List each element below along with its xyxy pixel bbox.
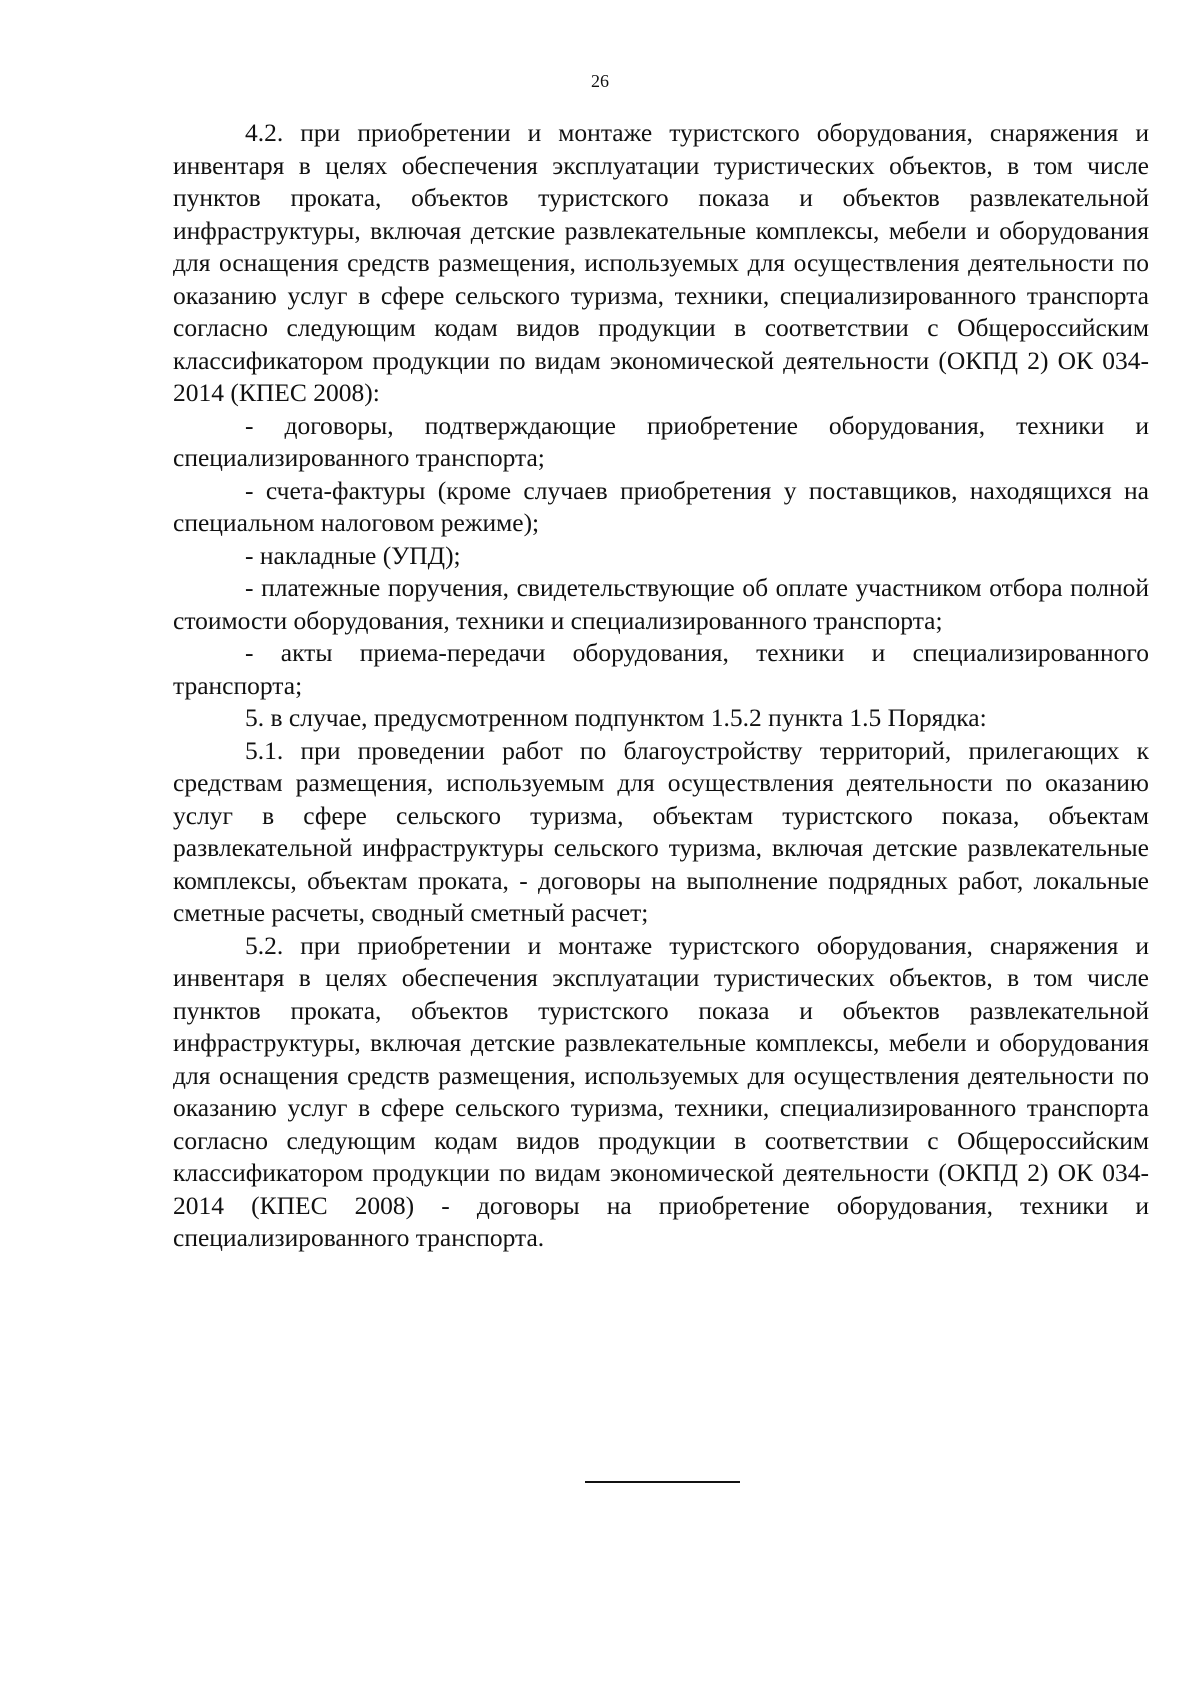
paragraph-5: 5. в случае, предусмотренном подпунктом 1.5.2 пункта 1.5 Порядка: (245, 703, 987, 732)
list-item-payment-orders: - платежные поручения, свидетельствующие об оплате участником отбора полной стоимости оборудования, техники и специализированного транспорта; (173, 573, 1149, 635)
list-item-contracts: - договоры, подтверждающие приобретение оборудования, техники и специализированного транспорта; (173, 410, 1149, 472)
list-item-transfer-acts: - акты приема-передачи оборудования, техники и специализированного транспорта; (173, 638, 1149, 700)
paragraph-5-2: 5.2. при приобретении и монтаже туристского оборудования, снаряжения и инвентаря в целях обеспечения эксплуатации туристических объектов, в том числе пунктов проката, объектов туристского показа и объектов развлекательной инфраструктуры, включая детские развлекательные комплексы, мебели и оборудования для оснащения средств размещения, используемых для осуществления деятельности по оказанию услуг в сфере сельского туризма, техники, специализированного транспорта согласно следующим кодам видов продукции в соответствии с Общероссийским классификатором продукции по видам экономической деятельности (ОКПД 2) ОК 034-2014 (КПЕС 2008) - договоры на приобретение оборудования, техники и специализированного транспорта. (173, 930, 1149, 1252)
paragraph-5-1: 5.1. при проведении работ по благоустройству территорий, прилегающих к средствам размещения, используемым для осуществления деятельности по оказанию услуг в сфере сельского туризма, объектам туристского показа, объектам развлекательной инфраструктуры сельского туризма, включая детские развлекательные комплексы, объектам проката, - договоры на выполнение подрядных работ, локальные сметные расчеты, сводный сметный расчет; (173, 735, 1149, 927)
paragraph-4-2: 4.2. при приобретении и монтаже туристского оборудования, снаряжения и инвентаря в целях обеспечения эксплуатации туристических объектов, в том числе пунктов проката, объектов туристского показа и объектов развлекательной инфраструктуры, включая детские развлекательные комплексы, мебели и оборудования для оснащения средств размещения, используемых для осуществления деятельности по оказанию услуг в сфере сельского туризма, техники, специализированного транспорта согласно следующим кодам видов продукции в соответствии с Общероссийским классификатором продукции по видам экономической деятельности (ОКПД 2) ОК 034-2014 (КПЕС 2008): (173, 118, 1149, 407)
list-item-invoices: - счета-фактуры (кроме случаев приобретения у поставщиков, находящихся на специальном налоговом режиме); (173, 475, 1149, 537)
end-of-document-rule (585, 1481, 740, 1483)
document-body (173, 117, 1149, 1255)
page-number: 26 (591, 71, 609, 91)
list-item-waybills: - накладные (УПД); (245, 540, 461, 570)
